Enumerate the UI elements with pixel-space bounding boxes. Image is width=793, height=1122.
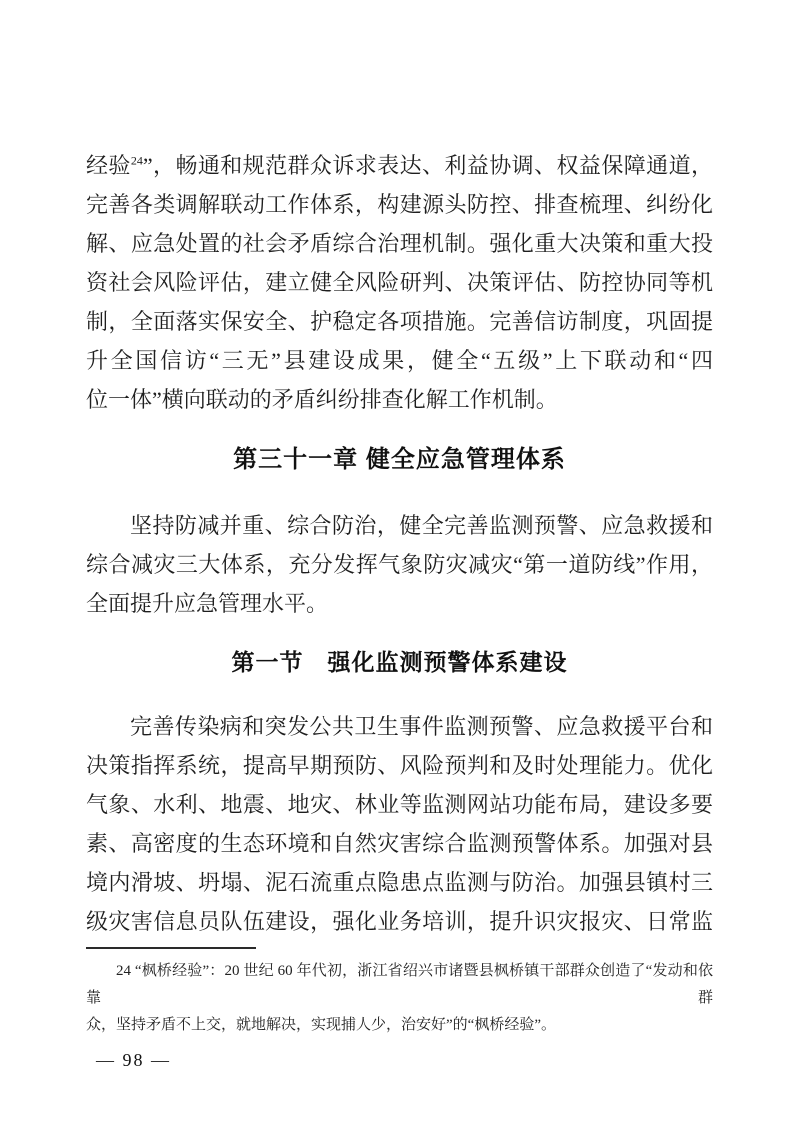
- footnote-reference: 24: [130, 153, 143, 168]
- body-line: 位一体”横向联动的矛盾纠纷排查化解工作机制。: [86, 387, 558, 412]
- text-column: [86, 146, 713, 1039]
- page-number: — 98 —: [96, 1050, 171, 1070]
- footnote-block: [86, 947, 713, 1039]
- footnote-separator: [86, 947, 256, 949]
- body-line: 综合减灾三大体系，充分发挥气象防灾减灾“第一道防线”作用，: [86, 552, 713, 577]
- paragraph-3: [86, 707, 713, 941]
- body-line: 制，全面落实保安全、护稳定各项措施。完善信访制度，巩固提: [86, 309, 713, 334]
- section-heading: 第一节 强化监测预警体系建设: [231, 649, 568, 675]
- body-line: 全面提升应急管理水平。: [86, 591, 329, 616]
- paragraph-2: [86, 506, 713, 623]
- body-line: 决策指挥系统，提高早期预防、风险预判和及时处理能力。优化: [86, 753, 713, 778]
- chapter-heading: 第三十一章 健全应急管理体系: [233, 446, 566, 473]
- body-line: [86, 146, 713, 185]
- body-line: 解、应急处置的社会矛盾综合治理机制。强化重大决策和重大投: [86, 231, 713, 256]
- body-line: 素、高密度的生态环境和自然灾害综合监测预警体系。加强对县: [86, 831, 713, 856]
- body-line: 完善传染病和突发公共卫生事件监测预警、应急救援平台和: [130, 714, 713, 739]
- body-line: 坚持防减并重、综合防治，健全完善监测预警、应急救援和: [130, 513, 713, 538]
- body-line: 完善各类调解联动工作体系，构建源头防控、排查梳理、纠纷化: [86, 192, 713, 217]
- body-line: 气象、水利、地震、地灾、林业等监测网站功能布局，建设多要: [86, 792, 713, 817]
- body-line: 升全国信访“三无”县建设成果，健全“五级”上下联动和“四: [86, 348, 713, 373]
- paragraph-1: [86, 146, 713, 419]
- body-text: ”，畅通和规范群众诉求表达、利益协调、权益保障通道，: [142, 153, 713, 178]
- body-text: 经验: [86, 153, 131, 178]
- footnote-line: 众，坚持矛盾不上交，就地解决，实现捕人少，治安好”的“枫桥经验”。: [86, 1017, 556, 1033]
- body-line: 境内滑坡、坍塌、泥石流重点隐患点监测与防治。加强县镇村三: [86, 870, 713, 895]
- footnote-line: 24 “枫桥经验”：20 世纪 60 年代初，浙江省绍兴市诸暨县枫桥镇干部群众创造了“发动和依靠群: [86, 963, 713, 1006]
- body-line: 资社会风险评估，建立健全风险研判、决策评估、防控协同等机: [86, 270, 713, 295]
- body-line: 级灾害信息员队伍建设，强化业务培训，提升识灾报灾、日常监: [86, 909, 713, 934]
